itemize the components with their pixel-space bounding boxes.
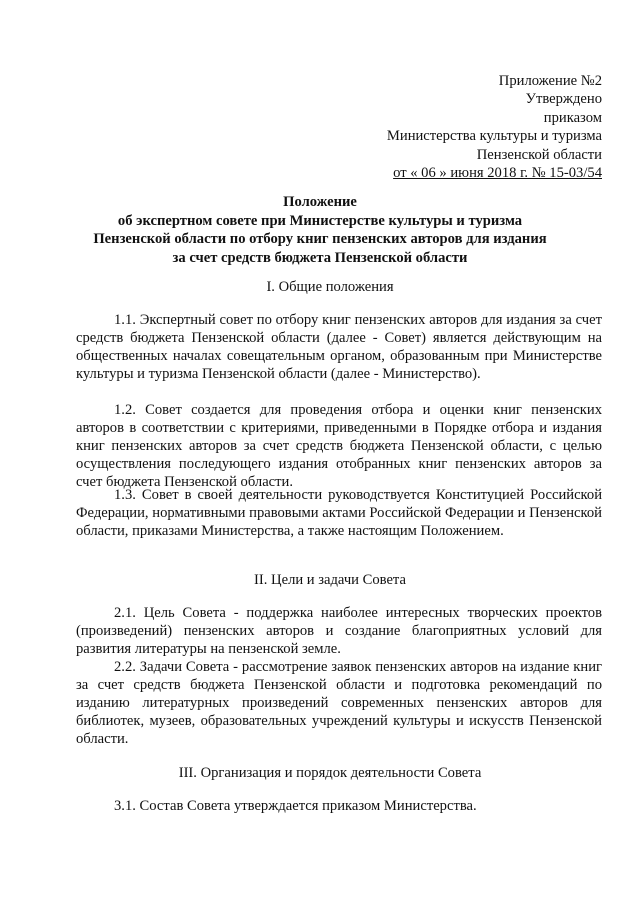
order-date: от « 06 » июня 2018 г. № 15-03/54 — [393, 165, 602, 182]
title-line-2: об экспертном совете при Министерстве культуры и туризма — [117, 212, 523, 229]
title-line-1: Положение — [283, 194, 357, 210]
order-label: приказом — [543, 109, 602, 126]
section-heading-3: III. Организация и порядок деятельности Совета — [178, 765, 482, 781]
paragraph-1-2: 1.2. Совет создается для проведения отбора и оценки книг пензенских авторов в соответствии с критериями, приведенными в Порядке отбора и издания книг пензенских авторов за счет средств бюджета Пензенской области, с целью осуществления последующего издания отобранных книг пензенских авторов за счет бюджета Пензенской области. — [76, 402, 602, 491]
paragraph-2-2: 2.2. Задачи Совета - рассмотрение заявок пензенских авторов на издание книг за счет средств бюджета Пензенской области и подготовка рекомендаций по изданию литературных произведений современных пензенских авторов для библиотек, музеев, образовательных учреждений культуры и искусств Пензенской области. — [76, 659, 602, 748]
section-heading-2: II. Цели и задачи Совета — [254, 572, 406, 588]
appendix-number: Приложение №2 — [498, 73, 602, 89]
paragraph-3-1: 3.1. Состав Совета утверждается приказом Министерства. — [114, 798, 477, 814]
title-line-4: за счет средств бюджета Пензенской области — [172, 249, 468, 266]
section-heading-1: I. Общие положения — [266, 279, 394, 295]
approved-label: Утверждено — [525, 91, 602, 108]
paragraph-2-1: 2.1. Цель Совета - поддержка наиболее интересных творческих проектов (произведений) пензенских авторов и создание благоприятных условий для развития литературы на пензенской земле. — [76, 605, 602, 658]
paragraph-1-3: 1.3. Совет в своей деятельности руководствуется Конституцией Российской Федерации, нормативными правовыми актами Российской Федерации и Пензенской области, приказами Министерства, а также настоящим Положением. — [76, 487, 602, 540]
ministry-name: Министерства культуры и туризма — [386, 128, 602, 145]
paragraph-1-1: 1.1. Экспертный совет по отбору книг пензенских авторов для издания за счет средств бюджета Пензенской области (далее - Совет) является действующим на общественных началах совещательным органом, образованным при Министерстве культуры и туризма Пензенской области (далее - Министерство). — [76, 312, 602, 383]
approval-header — [387, 72, 602, 182]
region-name: Пензенской области — [476, 146, 602, 163]
title-line-3: Пензенской области по отбору книг пензенских авторов для издания — [93, 231, 547, 248]
document-title — [60, 193, 580, 267]
